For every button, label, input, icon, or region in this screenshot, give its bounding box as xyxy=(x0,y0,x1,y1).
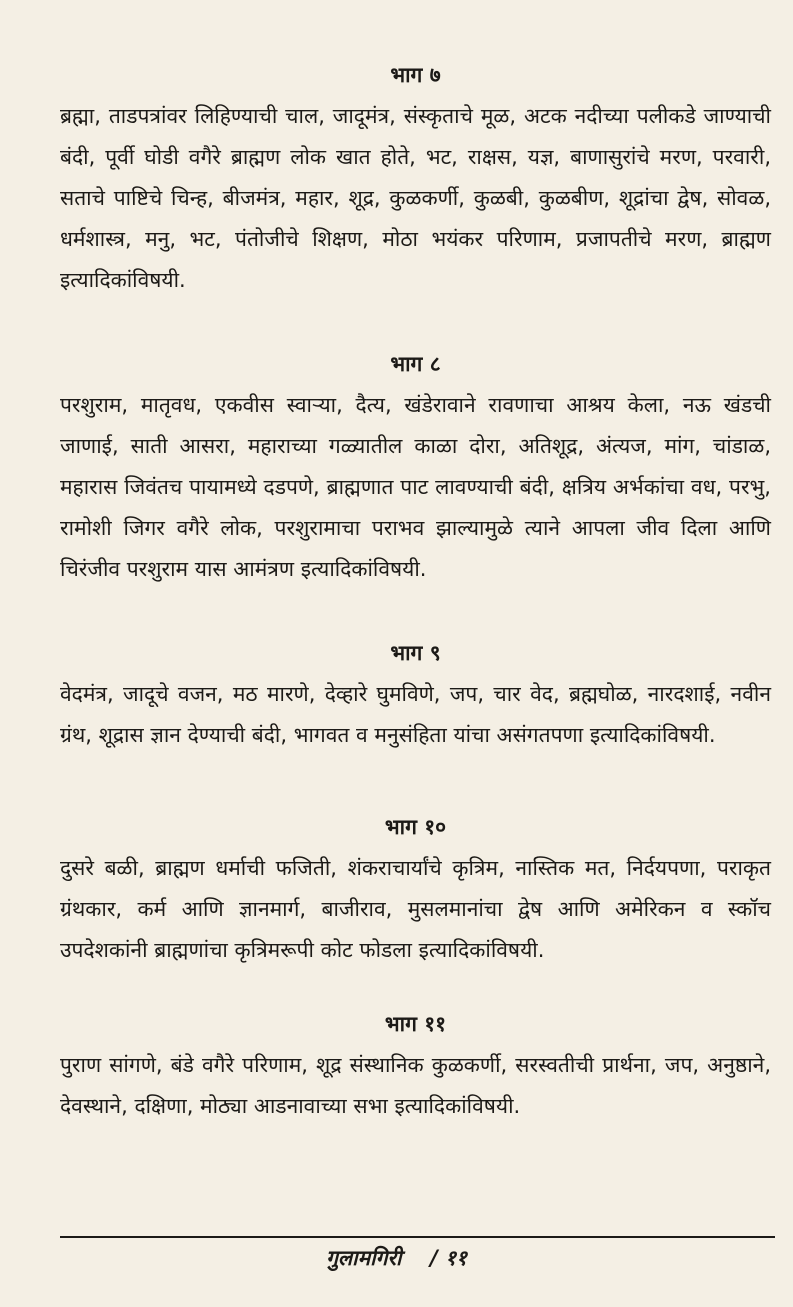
section-heading: भाग ११ xyxy=(384,1012,447,1036)
section-bhag-11 xyxy=(60,1009,771,1127)
section-heading: भाग १० xyxy=(384,815,447,839)
page-footer xyxy=(0,1244,793,1272)
section-heading: भाग ९ xyxy=(390,641,441,665)
footer-separator: / xyxy=(430,1246,438,1270)
section-paragraph: पुराण सांगणे, बंडे वगैरे परिणाम, शूद्र संस्थानिक कुळकर्णी, सरस्वतीची प्रार्थना, जप, अनुष्ठाने, देवस्थाने, दक्षिणा, मोठ्या आडनावाच्या सभा इत्यादिकांविषयी. xyxy=(60,1053,771,1118)
section-bhag-9 xyxy=(60,638,771,756)
section-paragraph: ब्रह्मा, ताडपत्रांवर लिहिण्याची चाल, जादूमंत्र, संस्कृताचे मूळ, अटक नदीच्या पलीकडे जाण्याची बंदी, पूर्वी घोडी वगैरे ब्राह्मण लोक खात होते, भट, राक्षस, यज्ञ, बाणासुरांचे मरण, परवारी, सताचे पाष्टिचे चिन्ह, बीजमंत्र, महार, शूद्र, कुळकर्णी, कुळबी, कुळबीण, शूद्रांचा द्वेष, सोवळ, धर्मशास्त्र, मनु, भट, पंतोजीचे शिक्षण, मोठा भयंकर परिणाम, प्रजापतीचे मरण, ब्राह्मण इत्यादिकांविषयी. xyxy=(60,104,771,292)
section-bhag-8 xyxy=(60,349,771,590)
section-bhag-7 xyxy=(60,60,771,301)
section-paragraph: वेदमंत्र, जादूचे वजन, मठ मारणे, देव्हारे घुमविणे, जप, चार वेद, ब्रह्मघोळ, नारदशाई, नवीन ग्रंथ, शूद्रास ज्ञान देण्याची बंदी, भागवत व मनुसंहिता यांचा असंगतपणा इत्यादिकांविषयी. xyxy=(60,682,771,747)
section-heading: भाग ८ xyxy=(390,352,441,376)
section-paragraph: परशुराम, मातृवध, एकवीस स्वाऱ्या, दैत्य, खंडेरावाने रावणाचा आश्रय केला, नऊ खंडची जाणाई, साती आसरा, महाराच्या गळ्यातील काळा दोरा, अतिशूद्र, अंत्यज, मांग, चांडाळ, महारास जिवंतच पायामध्ये दडपणे, ब्राह्मणात पाट लावण्याची बंदी, क्षत्रिय अर्भकांचा वध, परभु, रामोशी जिगर वगैरे लोक, परशुरामाचा पराभव झाल्यामुळे त्याने आपला जीव दिला आणि चिरंजीव परशुराम यास आमंत्रण इत्यादिकांविषयी. xyxy=(60,393,771,581)
footer-book-title: गुलामगिरी xyxy=(326,1246,402,1270)
footer-page-number: ११ xyxy=(445,1246,467,1270)
footer-divider xyxy=(60,1236,775,1238)
section-heading: भाग ७ xyxy=(390,63,441,87)
section-bhag-10 xyxy=(60,812,771,971)
section-paragraph: दुसरे बळी, ब्राह्मण धर्माची फजिती, शंकराचार्यांचे कृत्रिम, नास्तिक मत, निर्दयपणा, पराकृत ग्रंथकार, कर्म आणि ज्ञानमार्ग, बाजीराव, मुसलमानांचा द्वेष आणि अमेरिकन व स्कॉच उपदेशकांनी ब्राह्मणांचा कृत्रिमरूपी कोट फोडला इत्यादिकांविषयी. xyxy=(60,856,771,962)
